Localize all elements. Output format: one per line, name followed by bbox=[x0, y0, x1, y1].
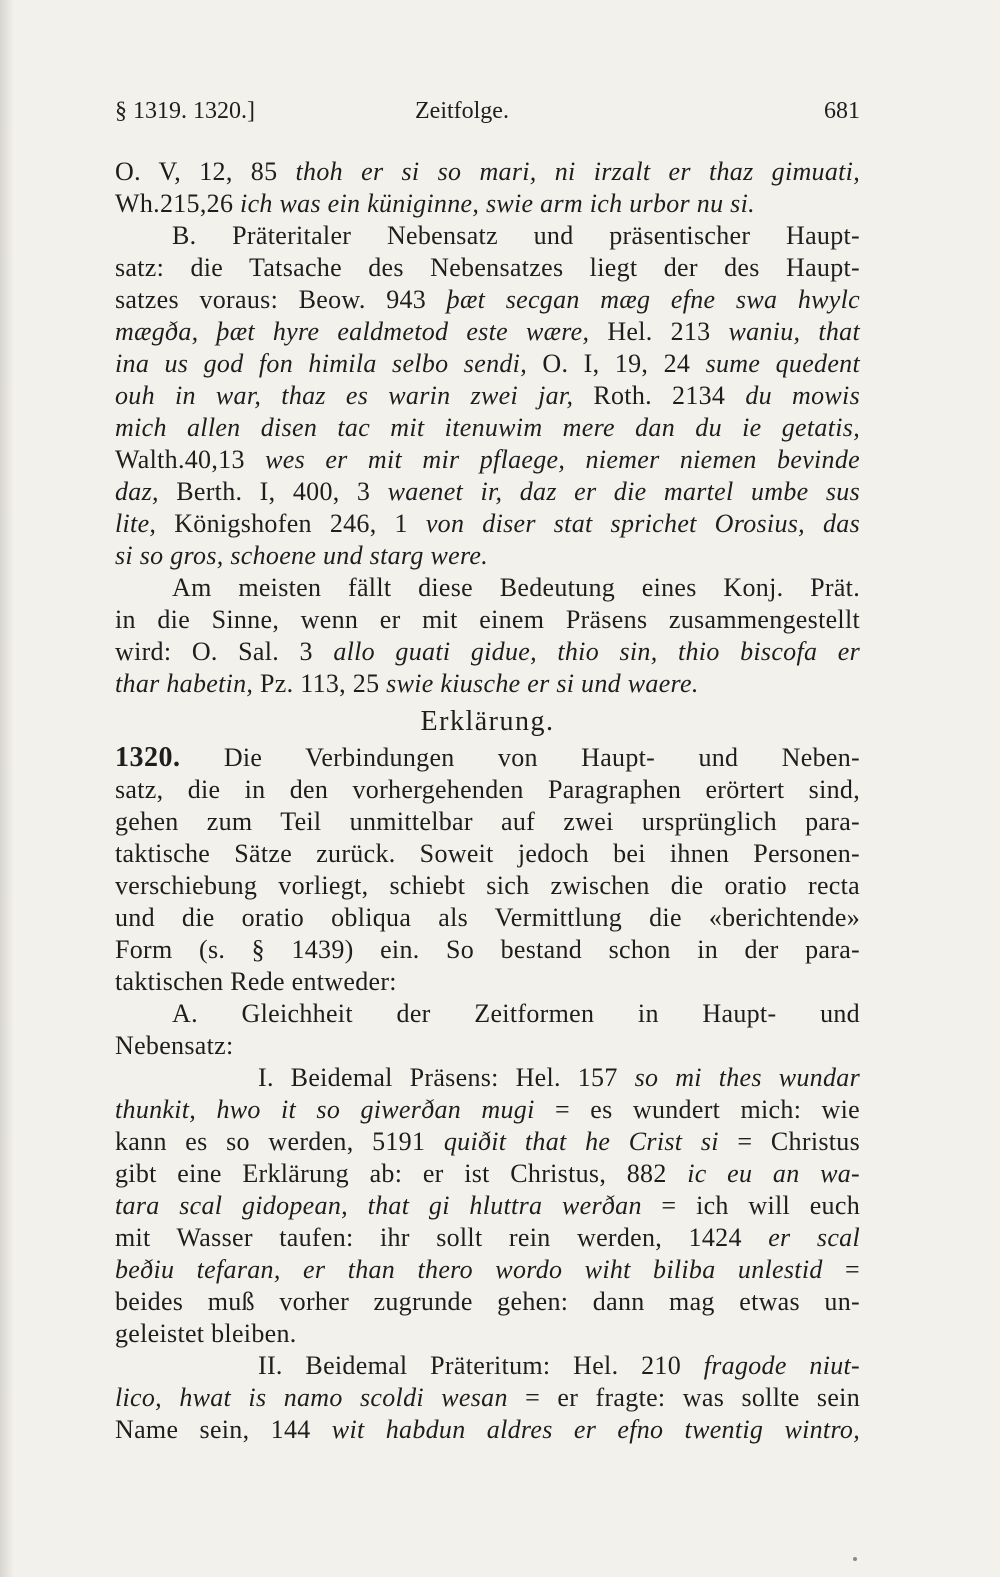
text-line: Name sein, 144 wit habdun aldres er efno twentig wintro, bbox=[115, 1415, 860, 1444]
text-line: thunkit, hwo it so giwerðan mugi = es wundert mich: wie bbox=[115, 1095, 860, 1124]
page-edge-shadow bbox=[0, 0, 14, 1577]
text-line: O. V, 12, 85 thoh er si so mari, ni irzalt er thaz gimuati, bbox=[115, 157, 860, 186]
text-line: lite, Königshofen 246, 1 von diser stat sprichet Orosius, das bbox=[115, 509, 860, 538]
text-line: Walth.40,13 wes er mit mir pflaege, niemer niemen bevinde bbox=[115, 445, 861, 474]
text-line: und die oratio obliqua als Vermittlung die «berichtende» bbox=[115, 903, 860, 932]
section-reference: § 1319. 1320.] bbox=[115, 98, 255, 124]
text-line: Wh.215,26 ich was ein küniginne, swie arm ich urbor nu si. bbox=[115, 189, 755, 218]
text-line: Form (s. § 1439) ein. So bestand schon in der para- bbox=[115, 935, 860, 964]
text-line: Am meisten fällt diese Bedeutung eines Konj. Prät. bbox=[172, 573, 860, 602]
text-line: ouh in war, thaz es warin zwei jar, Roth. 2134 du mowis bbox=[115, 381, 860, 410]
text-line: daz, Berth. I, 400, 3 waenet ir, daz er die martel umbe sus bbox=[115, 477, 860, 506]
text-line: mich allen disen tac mit itenuwim mere dan du ie getatis, bbox=[115, 413, 860, 442]
page-number: 681 bbox=[824, 98, 860, 124]
text-line: ina us god fon himila selbo sendi, O. I, 19, 24 sume quedent bbox=[115, 349, 861, 378]
text-line: gehen zum Teil unmittelbar auf zwei ursprünglich para- bbox=[115, 807, 860, 836]
text-line: satz: die Tatsache des Nebensatzes liegt der des Haupt- bbox=[115, 253, 860, 282]
text-line: B. Präteritaler Nebensatz und präsentischer Haupt- bbox=[172, 221, 860, 250]
text-line: I. Beidemal Präsens: Hel. 157 so mi thes wundar bbox=[258, 1063, 860, 1092]
text-line: tara scal gidopean, that gi hluttra werðan = ich will euch bbox=[115, 1191, 860, 1220]
text-line: verschiebung vorliegt, schiebt sich zwischen die oratio recta bbox=[115, 871, 860, 900]
text-line: lico, hwat is namo scoldi wesan = er fragte: was sollte sein bbox=[115, 1383, 860, 1412]
text-line: taktische Sätze zurück. Soweit jedoch bei ihnen Personen- bbox=[115, 839, 860, 868]
text-line: taktischen Rede entweder: bbox=[115, 967, 397, 996]
text-line: kann es so werden, 5191 quiðit that he Crist si = Christus bbox=[115, 1127, 860, 1156]
text-line: Nebensatz: bbox=[115, 1031, 234, 1060]
section-heading: Erklärung. bbox=[420, 706, 555, 737]
text-line: mægða, þæt hyre ealdmetod este wære, Hel. 213 waniu, that bbox=[115, 317, 860, 346]
text-line: satz, die in den vorhergehenden Paragraphen erörtert sind, bbox=[115, 775, 860, 804]
main-text bbox=[115, 156, 860, 1446]
running-title: Zeitfolge. bbox=[415, 98, 509, 124]
text-line: si so gros, schoene und starg were. bbox=[115, 541, 489, 570]
text-line: beðiu tefaran, er than thero wordo wiht biliba unlestid = bbox=[115, 1255, 861, 1284]
text-line: II. Beidemal Präteritum: Hel. 210 fragode niut- bbox=[258, 1351, 860, 1380]
running-header bbox=[115, 98, 860, 128]
paper-speck bbox=[853, 1557, 857, 1561]
text-line: wird: O. Sal. 3 allo guati gidue, thio sin, thio biscofa er bbox=[115, 637, 860, 666]
text-line: beides muß vorher zugrunde gehen: dann mag etwas un- bbox=[115, 1287, 860, 1316]
text-line: 1320. Die Verbindungen von Haupt- und Neben- bbox=[115, 742, 860, 773]
text-line: gibt eine Erklärung ab: er ist Christus, 882 ic eu an wa- bbox=[115, 1159, 860, 1188]
text-line: satzes voraus: Beow. 943 þæt secgan mæg efne swa hwylc bbox=[115, 285, 860, 314]
text-line: mit Wasser taufen: ihr sollt rein werden, 1424 er scal bbox=[115, 1223, 861, 1252]
text-line: A. Gleichheit der Zeitformen in Haupt- und bbox=[172, 999, 860, 1028]
text-line: thar habetin, Pz. 113, 25 swie kiusche er si und waere. bbox=[115, 669, 699, 698]
text-line: in die Sinne, wenn er mit einem Präsens zusammengestellt bbox=[115, 605, 860, 634]
text-line: geleistet bleiben. bbox=[115, 1319, 297, 1348]
